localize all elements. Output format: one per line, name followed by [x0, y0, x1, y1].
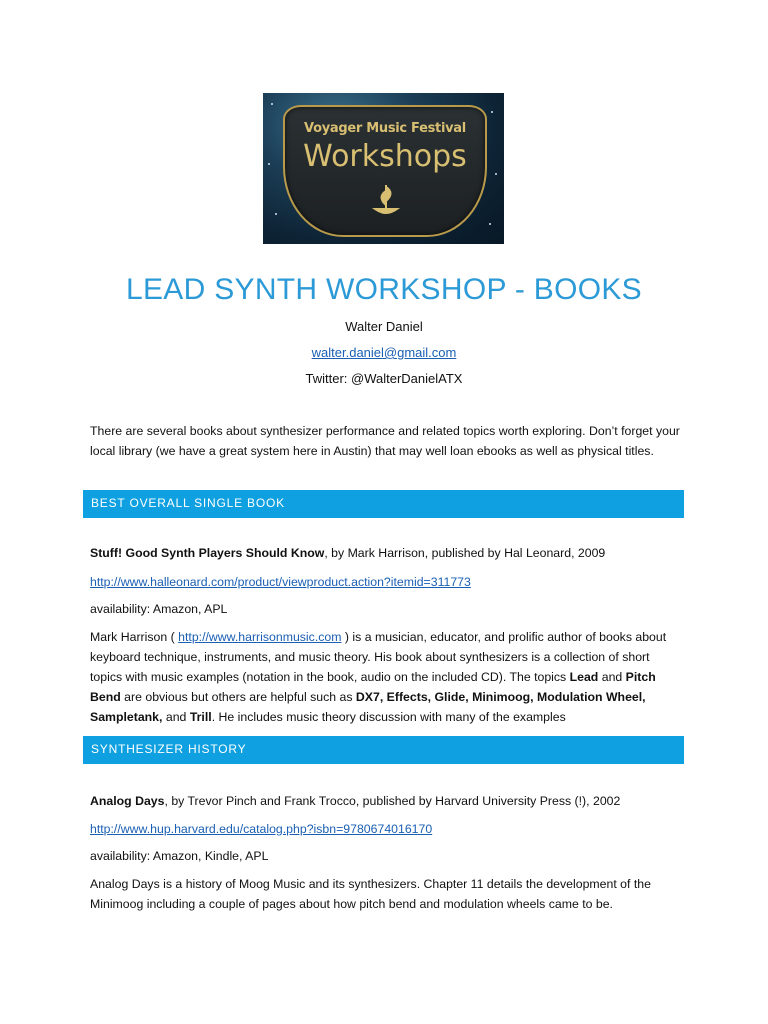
desc-bold: Trill [189, 710, 212, 724]
book-url-link[interactable]: http://www.halleonard.com/product/viewproduct.action?itemid=311773 [90, 575, 471, 589]
desc-text: Mark Harrison ( [90, 630, 179, 644]
book-description [90, 627, 680, 727]
desc-text: ) is a musician, educator, and prolific author of books about keyboard technique, instruments, and music theory. His book about synthesizers is a collection of short topics with music examples (notation in the book, audio on the included CD). The topics [90, 630, 667, 684]
star-decoration [495, 173, 497, 175]
banner-festival-text: Voyager Music Festival [304, 121, 466, 136]
book-availability: availability: Amazon, APL [90, 602, 228, 616]
banner-plaque [283, 105, 487, 237]
harrison-site-link[interactable]: http://www.harrisonmusic.com [178, 630, 342, 644]
desc-bold: Pitch Bend [90, 670, 656, 704]
book-title: Stuff! Good Synth Players Should Know [90, 546, 325, 560]
desc-bold: DX7, Effects, Glide, Minimoog, Modulation Wheel, Sampletank, [90, 690, 646, 724]
twitter-handle: Twitter: @WalterDanielATX [305, 371, 463, 386]
ship-icon [371, 183, 401, 219]
book-url-container [90, 572, 680, 592]
book-availability: availability: Amazon, Kindle, APL [90, 849, 269, 863]
star-decoration [275, 213, 277, 215]
page-title: LEAD SYNTH WORKSHOP - BOOKS [126, 273, 642, 306]
star-decoration [271, 103, 273, 105]
workshops-banner-image [263, 93, 504, 244]
author-name: Walter Daniel [345, 319, 423, 334]
banner-workshops-text: Workshops [303, 139, 467, 174]
book-title: Analog Days [90, 794, 165, 808]
book-details: , by Trevor Pinch and Frank Trocco, published by Harvard University Press (!), 2002 [164, 794, 621, 808]
book-url-link[interactable]: http://www.hup.harvard.edu/catalog.php?isbn=9780674016170 [90, 822, 433, 836]
section-heading-synth-history: SYNTHESIZER HISTORY [83, 736, 684, 764]
book-details: , by Mark Harrison, published by Hal Leonard, 2009 [324, 546, 606, 560]
desc-text: and [598, 670, 626, 684]
star-decoration [491, 111, 493, 113]
section-heading-best-overall: BEST OVERALL SINGLE BOOK [83, 490, 684, 518]
book-entry-analog-days [90, 791, 680, 811]
email-link[interactable]: walter.daniel@gmail.com [311, 345, 457, 360]
intro-paragraph: There are several books about synthesizer performance and related topics worth exploring. Don’t forget your local library (we have a great system here in Austin) that may well loan ebooks as well as physical titles. [90, 424, 680, 458]
desc-bold: Lead [569, 670, 599, 684]
star-decoration [489, 223, 491, 225]
desc-text: are obvious but others are helpful such as [120, 690, 356, 704]
desc-text: . He includes music theory discussion with many of the examples [211, 710, 566, 724]
desc-text: and [162, 710, 190, 724]
book-description: Analog Days is a history of Moog Music and its synthesizers. Chapter 11 details the development of the Minimoog including a couple of pages about how pitch bend and modulation wheels came to be. [90, 877, 651, 911]
star-decoration [268, 163, 270, 165]
book-url-container [90, 819, 680, 839]
book-entry-stuff [90, 543, 680, 563]
